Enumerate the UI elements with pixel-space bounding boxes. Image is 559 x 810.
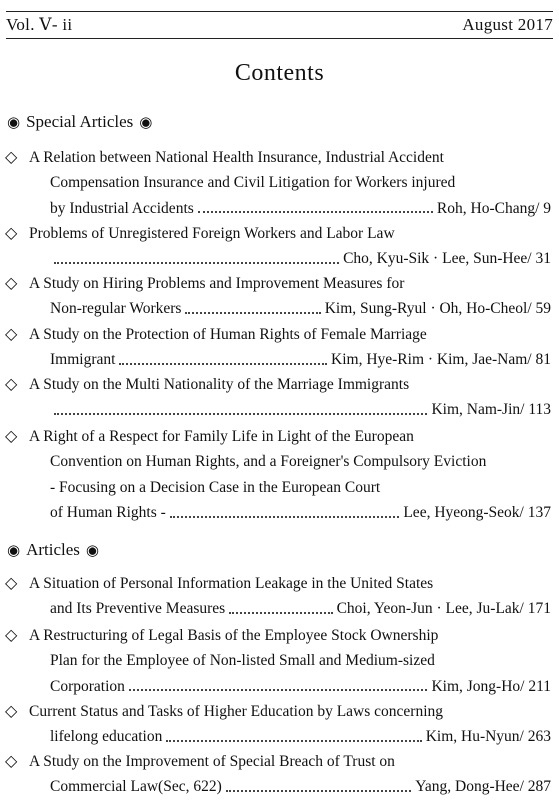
entry-title-line-with-leader — [5, 724, 551, 749]
section-articles — [5, 538, 99, 562]
entry-title: Current Status and Tasks of Higher Education by Laws concerning — [29, 703, 444, 720]
entry-title-line — [5, 449, 551, 474]
toc-entry — [5, 271, 551, 322]
entry-author: Kim, Sung-Ryul · Oh, Ho-Cheol/ — [324, 300, 532, 318]
entry-author: Yang, Dong-Hee/ — [415, 778, 524, 796]
issue-date: August 2017 — [462, 15, 553, 34]
entry-page-number: 81 — [535, 351, 551, 369]
entry-title: A Right of a Respect for Family Life in Light of the European — [29, 428, 414, 445]
entry-author: Kim, Hu-Nyun/ — [425, 728, 524, 746]
entry-page-number: 9 — [543, 199, 551, 217]
diamond-bullet-icon: ◇ — [5, 428, 18, 445]
entry-title-line — [5, 424, 551, 449]
section-bullet-icon: ◉ — [139, 114, 153, 131]
entry-title-line — [5, 372, 551, 397]
entry-page-number: 31 — [535, 250, 551, 268]
entry-title: A Situation of Personal Information Leakage in the United States — [29, 575, 434, 592]
entry-page-number: 137 — [527, 504, 551, 522]
entry-author: Kim, Nam-Jin/ — [431, 401, 525, 419]
entry-title-line-with-leader — [5, 246, 551, 271]
entry-title: A Study on the Multi Nationality of the Marriage Immigrants — [29, 376, 410, 393]
toc-entry — [5, 145, 551, 221]
entry-page-number: 113 — [528, 401, 551, 419]
dot-leader — [119, 363, 327, 365]
toc-entry — [5, 571, 551, 622]
diamond-bullet-icon: ◇ — [5, 376, 18, 393]
toc-entry — [5, 372, 551, 423]
entry-title: lifelong education — [50, 728, 163, 746]
entry-title-line — [5, 623, 551, 648]
entry-title-line-with-leader — [5, 196, 551, 221]
diamond-bullet-icon: ◇ — [5, 753, 18, 770]
section-heading: Articles — [26, 540, 80, 559]
entry-title-line — [5, 648, 551, 673]
entry-title: Problems of Unregistered Foreign Workers and Labor Law — [29, 225, 395, 242]
dot-leader — [229, 612, 332, 614]
entry-title: A Study on the Improvement of Special Breach of Trust on — [29, 753, 395, 770]
entry-title-line — [5, 749, 551, 774]
toc-entry — [5, 623, 551, 699]
toc-entry — [5, 749, 551, 800]
section-heading: Special Articles — [26, 112, 134, 131]
entry-title: of Human Rights - — [50, 504, 166, 522]
entry-author-page — [343, 246, 551, 271]
section-special-articles — [5, 110, 152, 134]
dot-leader — [226, 790, 412, 792]
dot-leader — [185, 312, 320, 314]
entry-title: - Focusing on a Decision Case in the European Court — [50, 478, 381, 496]
entry-author: Roh, Ho-Chang/ — [436, 199, 540, 217]
entry-page-number: 171 — [527, 600, 551, 618]
entry-title: A Study on Hiring Problems and Improvement Measures for — [29, 275, 405, 292]
entry-title: A Study on the Protection of Human Rights of Female Marriage — [29, 326, 427, 343]
entry-author-page — [331, 347, 551, 372]
entry-page-number: 287 — [527, 778, 551, 796]
entry-title: Compensation Insurance and Civil Litigation for Workers injured — [50, 174, 456, 192]
dot-leader — [198, 211, 433, 213]
entry-title-line-with-leader — [5, 596, 551, 621]
entry-title-line — [5, 170, 551, 195]
toc-entry — [5, 699, 551, 750]
journal-header — [6, 11, 553, 39]
entry-author-page — [337, 596, 551, 621]
entry-title-line — [5, 699, 551, 724]
entry-author: Cho, Kyu-Sik · Lee, Sun-Hee/ — [343, 250, 532, 268]
diamond-bullet-icon: ◇ — [5, 326, 18, 343]
toc-entry — [5, 322, 551, 373]
entry-title-line-with-leader — [5, 397, 551, 422]
entry-title-line — [5, 221, 551, 246]
entry-author: Kim, Hye-Rim · Kim, Jae-Nam/ — [331, 351, 532, 369]
diamond-bullet-icon: ◇ — [5, 149, 18, 166]
toc-entry — [5, 424, 551, 526]
entry-author-page — [437, 196, 551, 221]
entry-title: Corporation — [50, 677, 125, 695]
diamond-bullet-icon: ◇ — [5, 225, 18, 242]
dot-leader — [54, 262, 339, 264]
volume-label: Vol. Ⅴ- ii — [6, 15, 73, 34]
entry-title-line — [5, 571, 551, 596]
entry-author: Lee, Hyeong-Seok/ — [403, 504, 524, 522]
entry-title: Immigrant — [50, 351, 116, 369]
entry-author-page — [403, 500, 551, 525]
diamond-bullet-icon: ◇ — [5, 627, 18, 644]
section-bullet-icon: ◉ — [7, 542, 21, 559]
section-bullet-icon: ◉ — [7, 114, 21, 131]
entry-title: Plan for the Employee of Non-listed Small and Medium-sized — [50, 652, 435, 670]
dot-leader — [166, 740, 421, 742]
page-title: Contents — [234, 60, 325, 86]
dot-leader — [54, 413, 427, 415]
entry-author: Kim, Jong-Ho/ — [431, 677, 525, 695]
toc-entry — [5, 221, 551, 272]
diamond-bullet-icon: ◇ — [5, 575, 18, 592]
entry-title: A Restructuring of Legal Basis of the Employee Stock Ownership — [29, 627, 439, 644]
entry-author: Choi, Yeon-Jun · Lee, Ju-Lak/ — [336, 600, 524, 618]
entry-title: Commercial Law(Sec, 622) — [50, 778, 222, 796]
entry-author-page — [415, 774, 551, 799]
entry-title: A Relation between National Health Insurance, Industrial Accident — [29, 149, 444, 166]
entry-title-line — [5, 271, 551, 296]
diamond-bullet-icon: ◇ — [5, 703, 18, 720]
section-bullet-icon: ◉ — [85, 542, 100, 559]
entry-title-line-with-leader — [5, 774, 551, 799]
entry-title-line — [5, 322, 551, 347]
entry-author-page — [431, 674, 551, 699]
entry-page-number: 211 — [528, 677, 551, 695]
entry-title-line-with-leader — [5, 674, 551, 699]
entry-author-page — [426, 724, 551, 749]
entry-author-page — [431, 397, 551, 422]
dot-leader — [170, 516, 400, 518]
entry-title: Non-regular Workers — [50, 300, 182, 318]
entry-title-line — [5, 145, 551, 170]
entry-title: by Industrial Accidents — [50, 199, 194, 217]
dot-leader — [129, 689, 428, 691]
entry-title-line-with-leader — [5, 347, 551, 372]
entry-title-line — [5, 475, 551, 500]
entry-author-page — [325, 296, 551, 321]
diamond-bullet-icon: ◇ — [5, 275, 18, 292]
entry-title: and Its Preventive Measures — [50, 600, 226, 618]
entry-page-number: 263 — [527, 728, 551, 746]
entry-title-line-with-leader — [5, 296, 551, 321]
entry-title: Convention on Human Rights, and a Foreigner's Compulsory Eviction — [50, 453, 487, 471]
entry-page-number: 59 — [535, 300, 551, 318]
entry-title-line-with-leader — [5, 500, 551, 525]
